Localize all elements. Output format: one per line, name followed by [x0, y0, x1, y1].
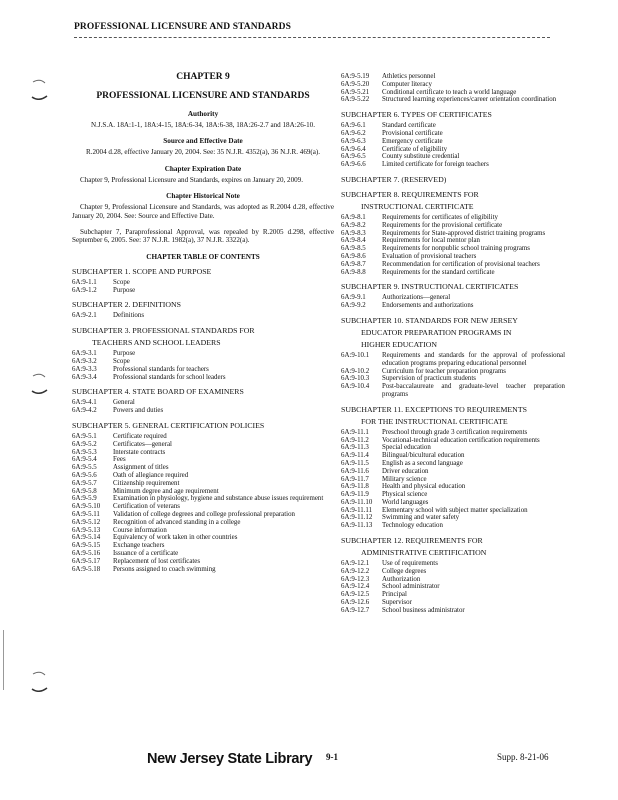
- toc-entry: [341, 96, 565, 104]
- section-title: Scope: [113, 358, 130, 366]
- toc-entry: [72, 407, 334, 415]
- section-number: 6A:9-6.3: [341, 137, 366, 145]
- toc-entry: [72, 503, 334, 511]
- section-title: Elementary school with subject matter specialization: [382, 506, 528, 514]
- toc-entry: [341, 568, 565, 576]
- section-title: World languages: [382, 498, 429, 506]
- toc-heading: CHAPTER TABLE OF CONTENTS: [146, 252, 260, 261]
- section-title: Exchange teachers: [113, 542, 165, 550]
- toc-entry: [341, 130, 565, 138]
- subchapter-heading: SUBCHAPTER 4. STATE BOARD OF EXAMINERS: [72, 387, 244, 397]
- section-title: Supervision of practicum students: [382, 375, 476, 383]
- toc-entry: [72, 480, 334, 488]
- section-number: 6A:9-6.5: [341, 153, 366, 161]
- toc-entry: [341, 468, 565, 476]
- toc-entry: [341, 222, 565, 230]
- section-title: Certificate of eligibility: [382, 145, 448, 153]
- toc-entry: [341, 452, 565, 460]
- section-number: 6A:9-6.4: [341, 145, 366, 153]
- header-rule: [74, 37, 550, 38]
- section-title: School business administrator: [382, 606, 465, 614]
- section-number: 6A:9-12.2: [341, 567, 370, 575]
- section-number: 6A:9-5.7: [72, 479, 97, 487]
- subchapter-heading-continued: EDUCATOR PREPARATION PROGRAMS IN: [361, 327, 512, 337]
- section-title: Driver education: [382, 467, 429, 475]
- section-title: Technology education: [382, 522, 443, 530]
- toc-entry: [72, 456, 334, 464]
- toc-entry: [72, 519, 334, 527]
- section-title: Issuance of a certificate: [113, 549, 179, 557]
- section-title: County substitute credential: [382, 153, 460, 161]
- page-number: 9-1: [326, 752, 338, 762]
- section-title: English as a second language: [382, 459, 463, 467]
- toc-entry: [341, 429, 565, 437]
- toc-entry: [341, 383, 565, 399]
- section-number: 6A:9-12.3: [341, 575, 370, 583]
- section-number: 6A:9-11.2: [341, 436, 369, 444]
- section-number: 6A:9-5.8: [72, 487, 97, 495]
- section-title: Military science: [382, 475, 427, 483]
- toc-entry: [341, 491, 565, 499]
- toc-entry: [341, 230, 565, 238]
- subchapter-heading-continued: HIGHER EDUCATION: [361, 339, 438, 349]
- subchapter-heading-continued: INSTRUCTIONAL CERTIFICATE: [361, 201, 474, 211]
- section-number: 6A:9-5.9: [72, 495, 97, 503]
- expiration-text: Chapter 9, Professional Licensure and Standards, expires on January 20, 2009.: [80, 175, 304, 184]
- section-number: 6A:9-4.1: [72, 399, 97, 407]
- section-number: 6A:9-5.3: [72, 448, 97, 456]
- section-number: 6A:9-8.4: [341, 237, 366, 245]
- toc-entry: [341, 483, 565, 491]
- toc-entry: [341, 460, 565, 468]
- toc-entry: [72, 441, 334, 449]
- toc-entry: [72, 511, 334, 519]
- source-text: R.2004 d.28, effective January 20, 2004. See: 35 N.J.R. 4352(a), 36 N.J.R. 469(a).: [85, 148, 321, 157]
- toc-entry: [72, 464, 334, 472]
- section-number: 6A:9-10.2: [341, 367, 370, 375]
- section-number: 6A:9-6.2: [341, 129, 366, 137]
- section-title: Scope: [113, 278, 130, 286]
- section-number: 6A:9-2.1: [72, 312, 97, 320]
- section-title: Minimum degree and age requirement: [113, 487, 219, 495]
- library-footer: New Jersey State Library: [147, 751, 313, 767]
- section-title: Physical science: [382, 491, 428, 499]
- toc-entry: [72, 495, 334, 503]
- toc-entry: [72, 374, 334, 382]
- section-title: Requirements for State-approved district training programs: [382, 229, 546, 237]
- toc-entry: [341, 161, 565, 169]
- toc-entry: [341, 444, 565, 452]
- section-title: Requirements for nonpublic school training programs: [382, 245, 530, 253]
- section-number: 6A:9-9.2: [341, 302, 366, 310]
- section-number: 6A:9-3.4: [72, 373, 97, 381]
- section-title: Persons assigned to coach swimming: [113, 565, 216, 573]
- section-number: 6A:9-1.2: [72, 286, 97, 294]
- toc-entry: [72, 366, 334, 374]
- subchapter-heading: SUBCHAPTER 11. EXCEPTIONS TO REQUIREMENTS: [341, 404, 527, 414]
- toc-entry: [341, 89, 565, 97]
- supplement-date: Supp. 8-21-06: [497, 752, 549, 762]
- section-title: Professional standards for teachers: [113, 365, 209, 373]
- section-title: Limited certificate for foreign teachers: [382, 161, 489, 169]
- section-number: 6A:9-11.8: [341, 483, 369, 491]
- section-number: 6A:9-5.14: [72, 534, 101, 542]
- section-title: Use of requirements: [382, 560, 438, 568]
- section-number: 6A:9-10.4: [341, 383, 370, 391]
- right-continued-list: [341, 73, 565, 104]
- toc-entry: [341, 302, 565, 310]
- section-title: Supervisor: [382, 599, 412, 607]
- toc-entry: [341, 294, 565, 302]
- section-number: 6A:9-11.12: [341, 514, 373, 522]
- toc-entry: [341, 245, 565, 253]
- section-title: Requirements for the standard certificate: [382, 268, 495, 276]
- section-title: Certificates—general: [113, 440, 172, 448]
- section-title: Fees: [113, 456, 126, 464]
- right-toc-list: [341, 110, 565, 614]
- toc-entry: [72, 550, 334, 558]
- expiration-heading: Chapter Expiration Date: [164, 164, 242, 173]
- toc-entry: [72, 449, 334, 457]
- toc-entry: [72, 312, 334, 320]
- section-title: Professional standards for school leaders: [113, 373, 226, 381]
- chapter-number: CHAPTER 9: [176, 72, 230, 82]
- toc-entry: [72, 527, 334, 535]
- subchapter-heading: SUBCHAPTER 1. SCOPE AND PURPOSE: [72, 266, 212, 276]
- section-number: 6A:9-11.6: [341, 467, 369, 475]
- section-number: 6A:9-9.1: [341, 294, 366, 302]
- toc-entry: [72, 287, 334, 295]
- section-title: Emergency certificate: [382, 137, 443, 145]
- section-title: Examination in physiology, hygiene and substance abuse issues requirement: [113, 495, 324, 503]
- section-number: 6A:9-12.4: [341, 583, 370, 591]
- toc-entry: [72, 566, 334, 574]
- section-title: Curriculum for teacher preparation programs: [382, 367, 506, 375]
- section-number: 6A:9-5.10: [72, 503, 101, 511]
- subchapter-heading: SUBCHAPTER 5. GENERAL CERTIFICATION POLICIES: [72, 421, 265, 431]
- section-title: Evaluation of provisional teachers: [382, 252, 477, 260]
- toc-entry: [341, 576, 565, 584]
- section-number: 6A:9-8.5: [341, 245, 366, 253]
- toc-entry: [341, 599, 565, 607]
- section-number: 6A:9-3.3: [72, 365, 97, 373]
- section-number: 6A:9-12.7: [341, 606, 370, 614]
- section-number: 6A:9-5.13: [72, 526, 101, 534]
- section-number: 6A:9-11.10: [341, 498, 373, 506]
- section-title: Preschool through grade 3 certification requirements: [382, 428, 528, 436]
- toc-entry: [341, 138, 565, 146]
- section-title: Requirements for the provisional certificate: [382, 221, 503, 229]
- section-title: Equivalency of work taken in other countries: [113, 534, 238, 542]
- chapter-title: PROFESSIONAL LICENSURE AND STANDARDS: [96, 91, 310, 101]
- subchapter-heading: SUBCHAPTER 9. INSTRUCTIONAL CERTIFICATES: [341, 282, 519, 292]
- section-number: 6A:9-6.6: [341, 161, 366, 169]
- toc-entry: [341, 352, 565, 368]
- section-number: 6A:9-5.5: [72, 464, 97, 472]
- section-title: Oath of allegiance required: [113, 472, 189, 479]
- section-number: 6A:9-5.21: [341, 88, 370, 96]
- section-title: Swimming and water safety: [382, 514, 460, 522]
- section-title: Special education: [382, 444, 431, 452]
- toc-entry: [341, 269, 565, 277]
- section-number: 6A:9-11.3: [341, 444, 369, 452]
- toc-entry: [72, 534, 334, 542]
- section-title: Bilingual/bicultural education: [382, 452, 465, 460]
- subchapter-heading-continued: FOR THE INSTRUCTIONAL CERTIFICATE: [361, 416, 508, 426]
- section-title: Citizenship requirement: [113, 479, 180, 487]
- toc-entry: [341, 122, 565, 130]
- section-title: Interstate contracts: [113, 448, 166, 456]
- section-title: Course information: [113, 526, 167, 534]
- toc-entry: [341, 560, 565, 568]
- section-number: 6A:9-4.2: [72, 407, 97, 415]
- left-column: [72, 72, 334, 575]
- section-title: Requirements and standards for the approval of professional education programs preparing educational personnel: [382, 351, 565, 367]
- binder-hole-mark: [30, 372, 50, 394]
- section-number: 6A:9-5.22: [341, 96, 370, 104]
- section-title: Principal: [382, 591, 407, 599]
- section-number: 6A:9-5.1: [72, 433, 97, 441]
- toc-entry: [341, 81, 565, 89]
- section-number: 6A:9-12.1: [341, 560, 370, 568]
- subchapter-heading: SUBCHAPTER 10. STANDARDS FOR NEW JERSEY: [341, 315, 518, 325]
- section-number: 6A:9-11.11: [341, 506, 373, 514]
- section-number: 6A:9-10.3: [341, 375, 370, 383]
- section-number: 6A:9-5.20: [341, 80, 370, 88]
- section-title: Computer literacy: [382, 80, 432, 88]
- section-number: 6A:9-5.18: [72, 565, 101, 573]
- subchapter-heading: SUBCHAPTER 12. REQUIREMENTS FOR: [341, 536, 483, 546]
- section-number: 6A:9-5.12: [72, 518, 101, 526]
- section-title: Post-baccalaureate and graduate-level teacher preparation programs: [382, 383, 565, 398]
- scan-edge-line: [3, 630, 4, 690]
- section-number: 6A:9-8.8: [341, 268, 366, 276]
- section-number: 6A:9-5.6: [72, 472, 97, 479]
- running-header: PROFESSIONAL LICENSURE AND STANDARDS: [74, 22, 291, 32]
- toc-entry: [341, 214, 565, 222]
- section-number: 6A:9-8.1: [341, 213, 366, 221]
- section-number: 6A:9-11.1: [341, 428, 369, 436]
- right-column: [341, 73, 565, 617]
- section-number: 6A:9-5.17: [72, 557, 101, 565]
- section-title: Structured learning experiences/career orientation coordination: [382, 96, 557, 104]
- section-number: 6A:9-8.6: [341, 252, 366, 260]
- history-heading: Chapter Historical Note: [166, 192, 240, 201]
- section-number: 6A:9-8.7: [341, 260, 366, 268]
- toc-entry: [341, 237, 565, 245]
- section-title: Recommendation for certification of provisional teachers: [382, 260, 540, 268]
- toc-entry: [341, 375, 565, 383]
- section-number: 6A:9-1.1: [72, 278, 97, 286]
- section-title: Powers and duties: [113, 407, 164, 415]
- toc-entry: [72, 558, 334, 566]
- section-number: 6A:9-11.7: [341, 475, 369, 483]
- history-paragraph-1: Chapter 9, Professional Licensure and Standards, was adopted as R.2004 d.28, effective January 20, 2004. See: Source and Effective Date.: [72, 203, 334, 220]
- toc-entry: [341, 146, 565, 154]
- section-number: 6A:9-11.9: [341, 491, 369, 499]
- authority-heading: Authority: [187, 110, 219, 118]
- section-title: School administrator: [382, 583, 440, 591]
- section-number: 6A:9-5.16: [72, 549, 101, 557]
- section-title: Conditional certificate to teach a world language: [382, 88, 517, 96]
- left-toc-list: [72, 267, 334, 574]
- section-title: Recognition of advanced standing in a college: [113, 518, 241, 526]
- section-number: 6A:9-5.4: [72, 456, 97, 464]
- history-paragraph-2: Subchapter 7, Paraprofessional Approval, was repealed by R.2005 d.298, effective September 6, 2005. See: 37 N.J.R. 1982(a), 37 N.J.R. 3322(a).: [72, 228, 334, 245]
- toc-entry: [341, 261, 565, 269]
- toc-entry: [341, 507, 565, 515]
- subchapter-heading-continued: TEACHERS AND SCHOOL LEADERS: [92, 338, 221, 348]
- toc-entry: [341, 607, 565, 615]
- section-title: General: [113, 399, 135, 407]
- toc-entry: [72, 472, 334, 480]
- section-number: 6A:9-5.19: [341, 73, 370, 80]
- section-title: Replacement of lost certificates: [113, 557, 201, 565]
- section-title: Requirements for certificates of eligibility: [382, 213, 498, 221]
- section-title: Health and physical education: [382, 483, 466, 491]
- toc-entry: [341, 437, 565, 445]
- section-title: Endorsements and authorizations: [382, 302, 474, 310]
- section-title: College degrees: [382, 567, 427, 575]
- toc-entry: [72, 542, 334, 550]
- section-number: 6A:9-3.2: [72, 358, 97, 366]
- section-title: Certification of veterans: [113, 503, 180, 511]
- section-title: Athletics personnel: [382, 73, 436, 80]
- authority-text: N.J.S.A. 18A:1-1, 18A:4-15, 18A:6-34, 18A:6-38, 18A:26-2.7 and 18A:26-10.: [90, 121, 316, 129]
- section-number: 6A:9-11.4: [341, 452, 369, 460]
- section-number: 6A:9-11.5: [341, 459, 369, 467]
- section-number: 6A:9-10.1: [341, 351, 370, 359]
- subchapter-heading: SUBCHAPTER 2. DEFINITIONS: [72, 300, 181, 310]
- toc-entry: [341, 591, 565, 599]
- toc-entry: [341, 368, 565, 376]
- section-title: Assignment of titles: [113, 464, 169, 472]
- section-number: 6A:9-3.1: [72, 350, 97, 358]
- toc-entry: [341, 522, 565, 530]
- toc-entry: [341, 476, 565, 484]
- section-title: Purpose: [113, 350, 136, 358]
- subchapter-heading: SUBCHAPTER 3. PROFESSIONAL STANDARDS FOR: [72, 326, 255, 336]
- section-title: Requirements for local mentor plan: [382, 237, 480, 245]
- subchapter-heading-continued: ADMINISTRATIVE CERTIFICATION: [361, 548, 487, 558]
- subchapter-heading: SUBCHAPTER 7. (RESERVED): [341, 174, 447, 184]
- section-number: 6A:9-12.6: [341, 599, 370, 607]
- section-number: 6A:9-5.11: [72, 510, 100, 518]
- toc-entry: [72, 350, 334, 358]
- toc-entry: [341, 73, 565, 81]
- section-title: Purpose: [113, 286, 136, 294]
- toc-entry: [341, 253, 565, 261]
- section-number: 6A:9-8.3: [341, 229, 366, 237]
- toc-entry: [341, 583, 565, 591]
- section-title: Authorization: [382, 575, 421, 583]
- binder-hole-mark: [30, 670, 50, 692]
- section-number: 6A:9-11.13: [341, 522, 373, 530]
- toc-entry: [72, 488, 334, 496]
- toc-entry: [341, 514, 565, 522]
- section-number: 6A:9-6.1: [341, 122, 366, 130]
- section-number: 6A:9-12.5: [341, 591, 370, 599]
- section-title: Standard certificate: [382, 122, 436, 130]
- subchapter-heading: SUBCHAPTER 6. TYPES OF CERTIFICATES: [341, 110, 492, 120]
- source-heading: Source and Effective Date: [163, 137, 243, 146]
- section-title: Definitions: [113, 312, 145, 320]
- toc-entry: [341, 153, 565, 161]
- toc-entry: [72, 399, 334, 407]
- section-title: Validation of college degrees and college professional preparation: [113, 510, 295, 518]
- toc-entry: [72, 433, 334, 441]
- section-title: Certificate required: [113, 433, 167, 441]
- section-title: Authorizations—general: [382, 294, 451, 302]
- subchapter-heading: SUBCHAPTER 8. REQUIREMENTS FOR: [341, 189, 479, 199]
- toc-entry: [72, 279, 334, 287]
- section-title: Vocational-technical education certification requirements: [382, 436, 540, 444]
- section-number: 6A:9-5.15: [72, 542, 101, 550]
- binder-hole-mark: [30, 78, 50, 100]
- section-number: 6A:9-8.2: [341, 221, 366, 229]
- toc-entry: [341, 499, 565, 507]
- toc-entry: [72, 358, 334, 366]
- section-title: Provisional certificate: [382, 129, 443, 137]
- section-number: 6A:9-5.2: [72, 440, 97, 448]
